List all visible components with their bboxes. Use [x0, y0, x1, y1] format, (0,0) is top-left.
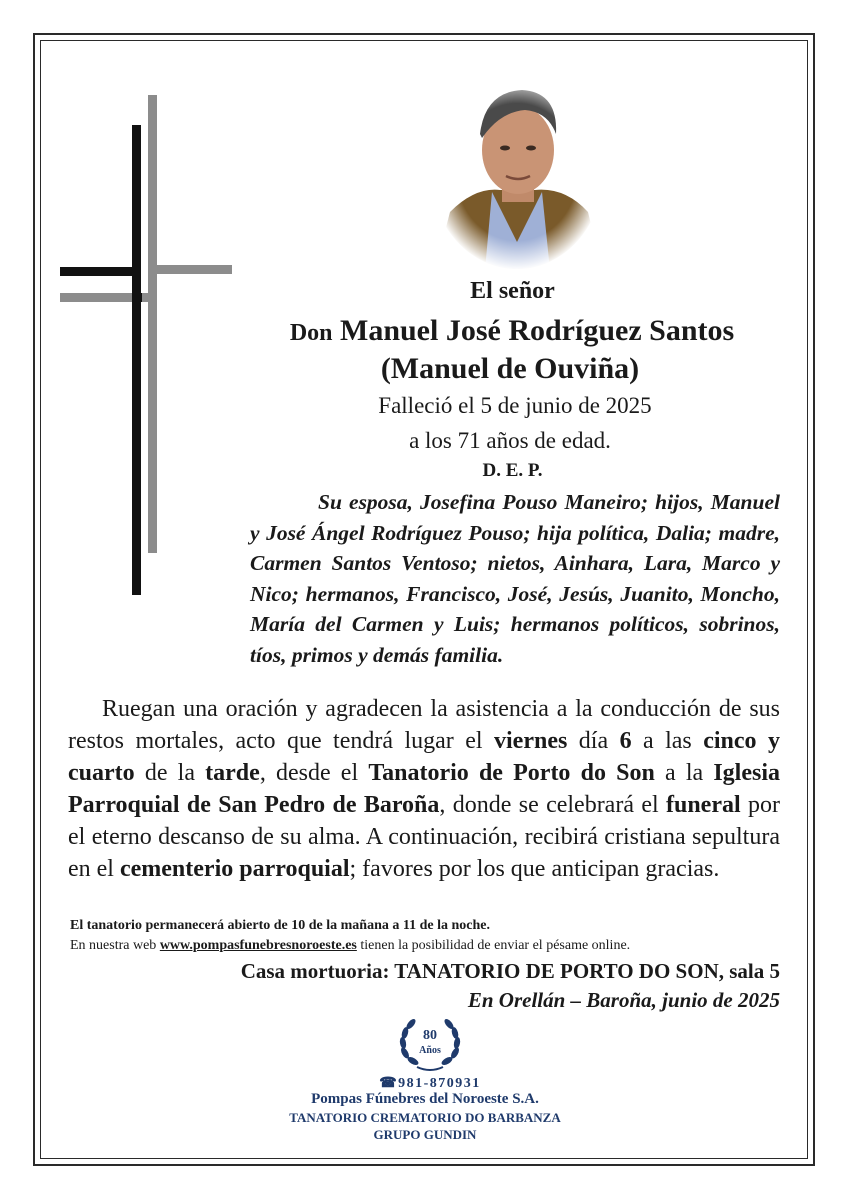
cross-icon	[60, 95, 240, 605]
website-link[interactable]: www.pompasfunebresnoroeste.es	[159, 938, 357, 953]
logo-number: 80	[423, 1028, 437, 1043]
deceased-name	[232, 314, 792, 350]
casa-mortuoria: Casa mortuoria: TANATORIO DE PORTO DO SON, sala 5	[240, 959, 780, 983]
name-prefix: Don	[289, 320, 333, 346]
title-el-senor: El señor	[470, 278, 555, 304]
place-date: En Orellán – Baroña, junio de 2025	[467, 988, 780, 1012]
ceremony-text: Ruegan una oración y agradecen la asistencia a la conducción de sus restos mortales, acto que tendrá lugar el viernes día 6 a las cinco y cuarto de la tarde, desde el Tanatorio de Porto do Son a la Iglesia Parroquial de San Pedro de Baroña, donde se celebrará el funeral por el eterno descanso de su alma. A continuación, recibirá cristiana sepultura en el cementerio parroquial; favores por los que anticipan gracias.	[68, 696, 781, 882]
age-line: a los 71 años de edad.	[409, 428, 611, 453]
portrait-photo	[430, 72, 605, 270]
company-name: Pompas Fúnebres del Noroeste S.A.	[311, 1091, 539, 1107]
anniversary-logo	[395, 1013, 465, 1073]
web-note: En nuestra web www.pompasfunebresnoroeste.es tienen la posibilidad de enviar el pésame online.	[70, 938, 631, 953]
group-name: GRUPO GUNDIN	[373, 1127, 477, 1142]
full-name: Manuel José Rodríguez Santos	[340, 314, 735, 347]
tanatorio-name: TANATORIO CREMATORIO DO BARBANZA	[289, 1110, 561, 1125]
deceased-alias: (Manuel de Ouviña)	[380, 352, 640, 385]
dep-line: D. E. P.	[482, 460, 543, 481]
logo-text: Años	[419, 1045, 441, 1056]
family-list: Su esposa, Josefina Pouso Maneiro; hijos, Manuel y José Ángel Rodríguez Pouso; hija política, Dalia; madre, Carmen Santos Ventoso; nietos, Ainhara, Lara, Marco y Nico; hermanos, Francisco, José, Jesús, Juanito, Moncho, María del Carmen y Luis; hermanos políticos, sobrinos, tíos, primos y demás familia.	[250, 490, 780, 667]
opening-hours-note: El tanatorio permanecerá abierto de 10 de la mañana a 11 de la noche.	[70, 918, 490, 933]
death-date: Falleció el 5 de junio de 2025	[378, 393, 652, 418]
phone-number: ☎981-870931	[379, 1076, 481, 1091]
